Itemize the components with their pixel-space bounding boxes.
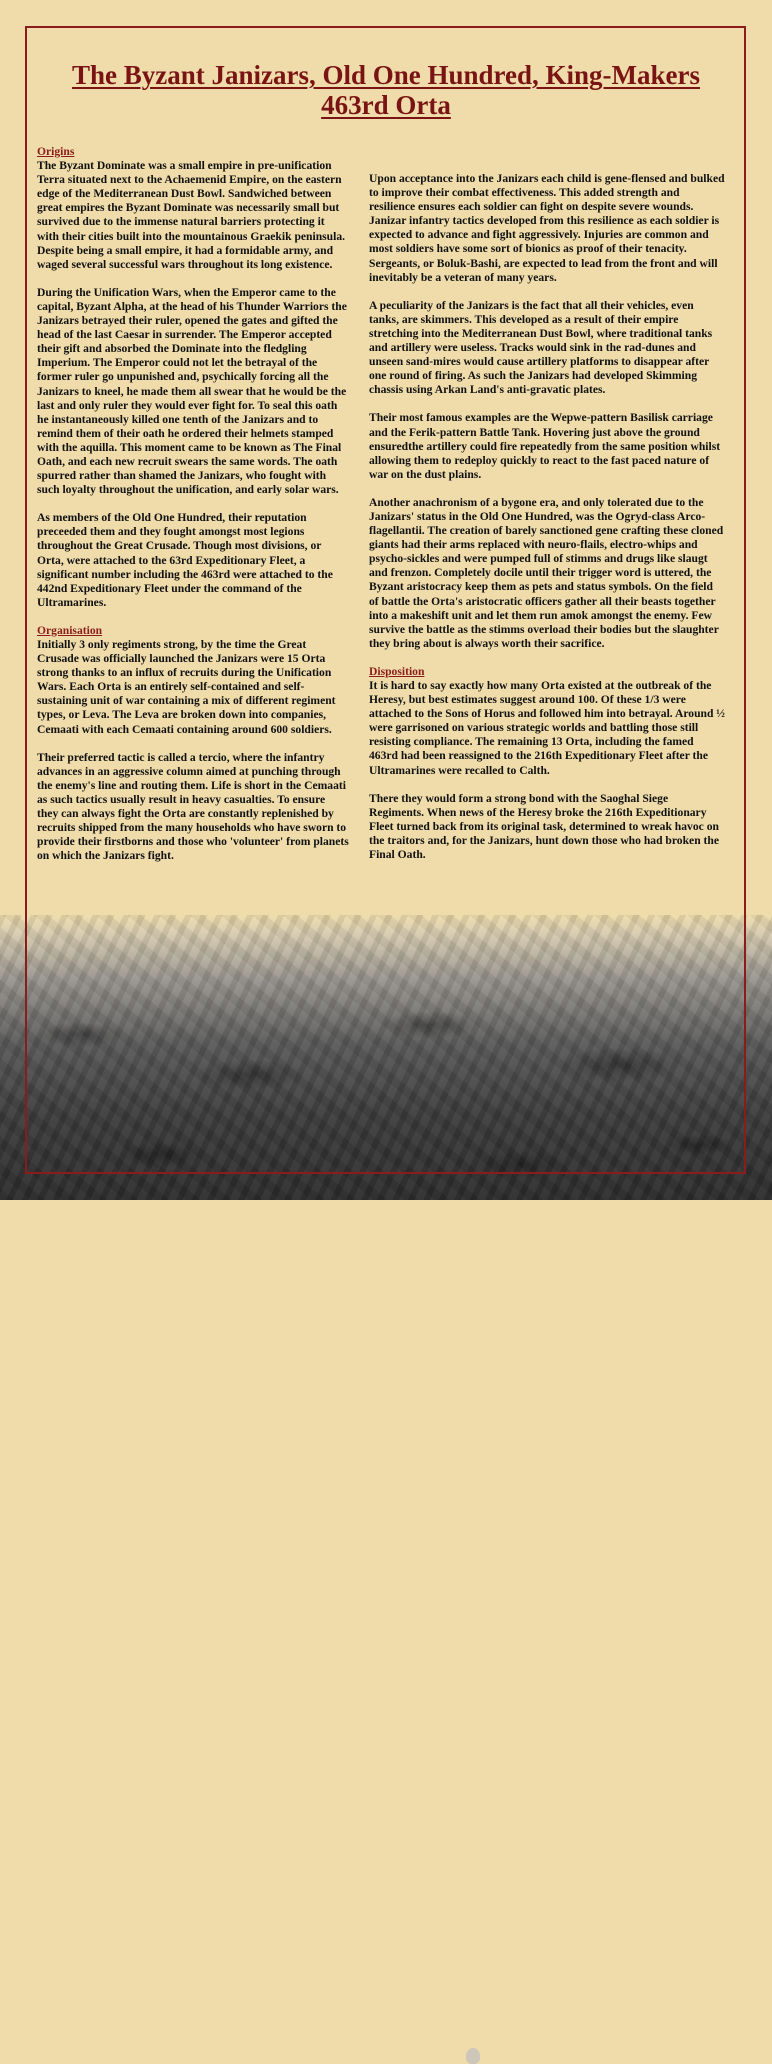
disposition-paragraph-2: There they would form a strong bond with the Saoghal Siege Regiments. When news of the Heresy broke the 216th Expeditionary Fleet turned back from its original task, determined to wreak havoc on the traitors and, for the Janizars, hunt down those who had broken the Final Oath. <box>369 791 719 862</box>
title-line-2: 463rd Orta <box>321 90 451 120</box>
section-heading-organisation: Organisation <box>37 623 103 637</box>
organisation-paragraph-1: Initially 3 only regiments strong, by the time the Great Crusade was officially launched the Janizars were 15 Orta strong thanks to an influx of recruits during the Unification Wars. Each Orta is an entirely self-contained and self-sustaining unit of war containing a mix of different regiment types, or Leva. The Leva are broken down into companies, Cemaati with each Cemaati containing around 600 soldiers. <box>37 638 336 736</box>
title-line-1: The Byzant Janizars, Old One Hundred, King-Makers <box>71 60 701 90</box>
skull-icon <box>466 2048 480 2064</box>
organisation-paragraph-6: Another anachronism of a bygone era, and only tolerated due to the Janizars' status in the Old One Hundred, was the Ogryd-class Arco-flagellantii. The creation of barely sanctioned gene crafting these cloned giants had their arms replaced with neuro-flails, electro-whips and psycho-sickles and were pumped full of stimms and drugs like slaugt and frenzon. Completely docile until their trigger word is uttered, the Byzant aristocracy keep them as pets and status symbols. On the field of battle the Orta's aristocratic officers gather all their beasts together into a makeshift unit and let them run amok amongst the enemy. Few survive the battle as the stimms overload their bodies but the slaughter they bring about is always worth their sacrifice. <box>369 495 724 650</box>
organisation-paragraph-5: Their most famous examples are the Wepwe-pattern Basilisk carriage and the Ferik-pattern Battle Tank. Hovering just above the ground ensuredthe artillery could fire repeatedly from the same position whilst allowing them to redeploy quickly to react to the fast paced nature of war on the dust plains. <box>369 411 721 481</box>
right-column <box>369 172 725 876</box>
organisation-paragraph-3: Upon acceptance into the Janizars each child is gene-flensed and bulked to improve their combat effectiveness. This added strength and resilience ensures each soldier can fight on despite severe wounds. Janizar infantry tactics developed from this resilience as each soldier is expected to advance and fight aggressively. Injuries are common and most soldiers have some sort of bionics as proof of their tenacity. Sergeants, or Boluk-Bashi, are expected to lead from the front and will inevitably be a veteran of many years. <box>369 172 725 284</box>
organisation-paragraph-2: Their preferred tactic is called a tercio, where the infantry advances in an aggressive column aimed at punching through the enemy's line and routing them. Life is short in the Cemaati as such tactics usually result in heavy casualties. To ensure they can always fight the Orta are constantly replenished by recruits shipped from the many households who have sworn to provide their firstborns and those who 'volunteer' from planets on which the Janizars fight. <box>37 750 349 863</box>
section-heading-disposition: Disposition <box>369 664 425 678</box>
disposition-paragraph-1: It is hard to say exactly how many Orta existed at the outbreak of the Heresy, but best estimates suggest around 100. Of these 1/3 were attached to the Sons of Horus and followed him into betrayal. Around ½ were garrisoned on various strategic worlds and battling those still resisting compliance. The remaining 13 Orta, including the famed 463rd had been reassigned to the 216th Expeditionary Fleet after the Ultramarines were recalled to Calth. <box>369 679 726 777</box>
origins-paragraph-1: The Byzant Dominate was a small empire in pre-unification Terra situated next to the Achaemenid Empire, on the eastern edge of the Mediterranean Dust Bowl. Sandwiched between great empires the Byzant Dominate was necessarily small but survived due to the immense natural barriers protecting it with their cities built into the mountainous Graekik peninsula. Despite being a small empire, it had a formidable army, and waged several successful wars throughout its long existence. <box>37 159 346 271</box>
page-title <box>30 60 742 120</box>
section-heading-origins: Origins <box>37 145 75 158</box>
origins-paragraph-2: During the Unification Wars, when the Emperor came to the capital, Byzant Alpha, at the head of his Thunder Warriors the Janizars betrayed their ruler, opened the gates and gifted the head of the last Caesar in surrender. The Emperor accepted their gift and absorbed the Dominate into the fledgling Imperium. The Emperor could not let the betrayal of the former ruler go unpunished and, psychically forcing all the Janizars to kneel, he made them all swear that he would be the last and only ruler they would ever fight for. To seal this oath he instantaneously killed one tenth of the Janizars and to remind them of their oath he ordered their helmets stamped with the aquilla. This moment came to be known as The Final Oath, and each new recruit swears the same words. The oath spurred rather than shamed the Janizars, who fought with such loyalty throughout the unification, and early solar wars. <box>37 285 347 497</box>
origins-paragraph-3: As members of the Old One Hundred, their reputation preceeded them and they fought amongst most legions throughout the Great Crusade. Though most divisions, or Orta, were attached to the 63rd Expeditionary Fleet, a significant number including the 463rd were attached to the 442nd Expeditionary Fleet under the command of the Ultramarines. <box>37 511 333 609</box>
left-column <box>37 145 349 877</box>
organisation-paragraph-4: A peculiarity of the Janizars is the fact that all their vehicles, even tanks, are skimmers. This developed as a result of their empire stretching into the Mediterranean Dust Bowl, where traditional tanks and artillery were useless. Tracks would sink in the rad-dunes and unseen sand-mires would cause artillery platforms to disappear after one round of firing. As such the Janizars had developed Skimming chassis using Arkan Land's anti-gravatic plates. <box>369 298 713 397</box>
